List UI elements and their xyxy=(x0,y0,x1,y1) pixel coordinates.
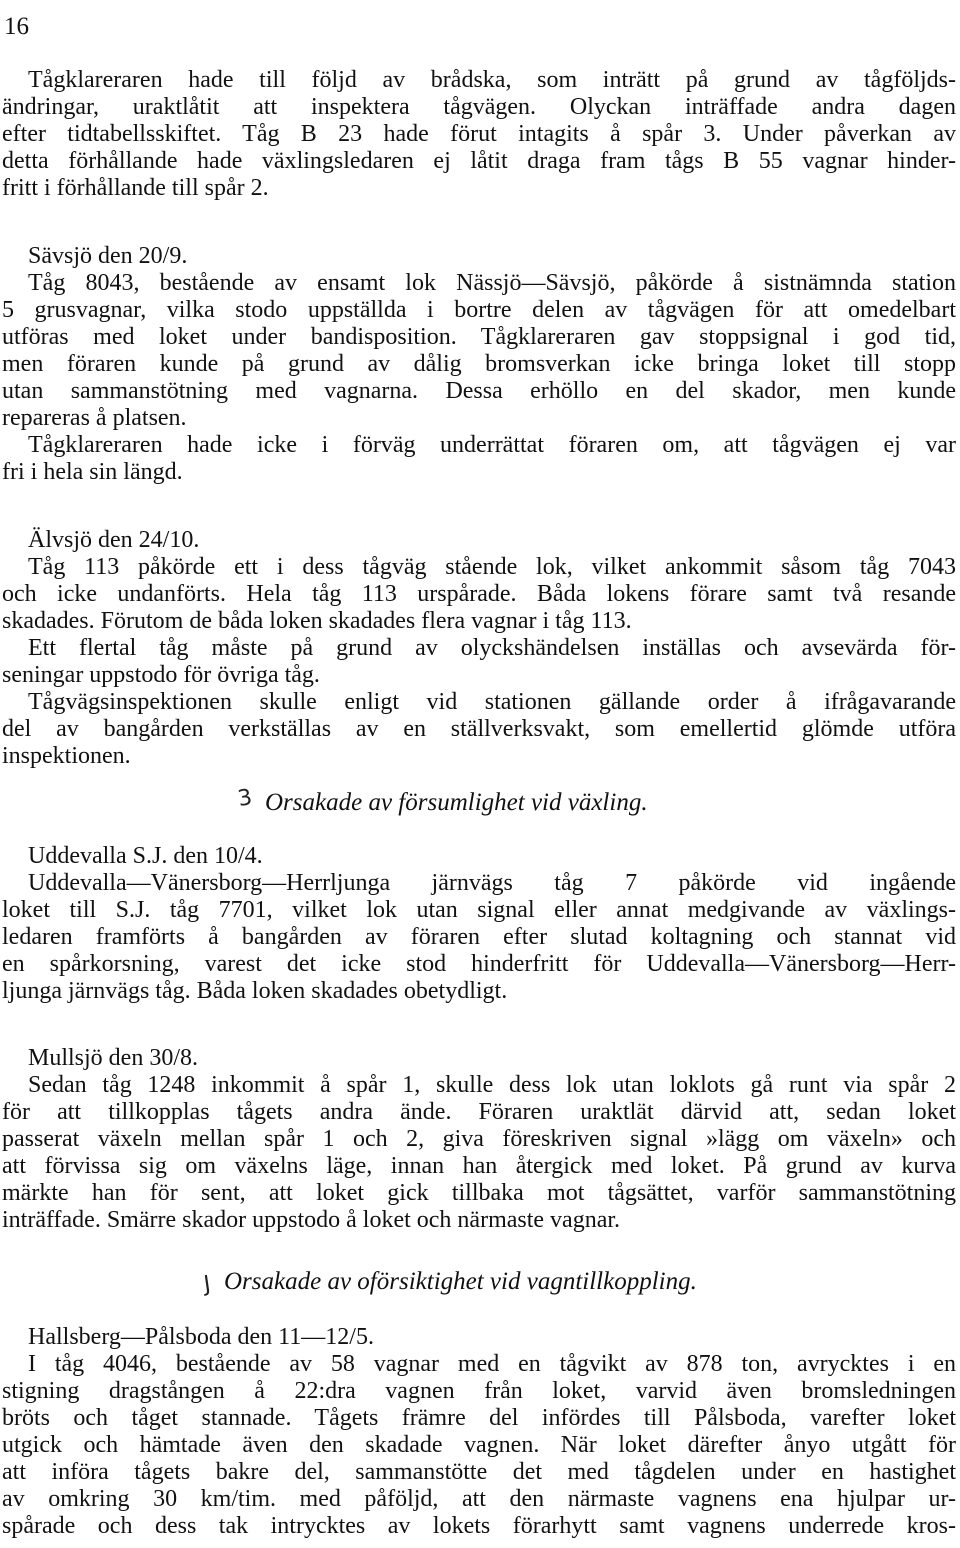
text-line: Tåg 113 påkörde ett i dess tågväg stående lok, vilket ankommit såsom tåg 7043 xyxy=(28,554,956,580)
text-line: inspektionen. xyxy=(2,743,131,769)
text-line: utföras med loket under bandisposition. Tågklareraren gav stoppsignal i god tid, xyxy=(2,324,956,350)
text-line: ändringar, uraktlåtit att inspektera tågvägen. Olyckan inträffade andra dagen xyxy=(2,94,956,120)
text-line: märkte han för sent, att loket gick tillbaka mot tågsättet, varför sammanstötning xyxy=(2,1180,956,1206)
text-line: skadades. Förutom de båda loken skadades flera vagnar i tåg 113. xyxy=(2,608,632,634)
text-line: ledaren framförts å bangården av föraren efter slutad koltagning och stannat vid xyxy=(2,924,956,950)
text-line: Tågklareraren hade icke i förväg underrättat föraren om, att tågvägen ej var xyxy=(28,432,956,458)
text-line: loket till S.J. tåg 7701, vilket lok utan signal eller annat medgivande av växlings- xyxy=(2,897,956,923)
text-line: Sedan tåg 1248 inkommit å spår 1, skulle dess lok utan loklots gå runt via spår 2 xyxy=(28,1072,956,1098)
text-line: för att tillkopplas tågets andra ände. Föraren uraktlät därvid att, sedan loket xyxy=(2,1099,956,1125)
text-line: seningar uppstodo för övriga tåg. xyxy=(2,662,320,688)
section-heading-vagntillkoppling: Orsakade av oförsiktighet vid vagntillkoppling. xyxy=(224,1268,697,1295)
text-line: Tågklareraren hade till följd av brådska, som inträtt på grund av tågföljds- xyxy=(28,67,956,93)
text-line: Tåg 8043, bestående av ensamt lok Nässjö—Sävsjö, påkörde å sistnämnda station xyxy=(28,270,956,296)
paragraph-alvsjo xyxy=(0,527,960,770)
text-line: en spårkorsning, varest det icke stod hinderfritt för Uddevalla—Vänersborg—Herr- xyxy=(2,951,956,977)
text-line: Sävsjö den 20/9. xyxy=(28,243,188,269)
paragraph-trailing-incident xyxy=(0,67,960,202)
section-heading-vaxling: Orsakade av försumlighet vid växling. xyxy=(265,789,648,816)
text-line: I tåg 4046, bestående av 58 vagnar med en tågvikt av 878 ton, avrycktes i en xyxy=(28,1351,956,1377)
text-line: inträffade. Smärre skador uppstodo å loket och närmaste vagnar. xyxy=(2,1207,621,1233)
text-line: att införa tågets bakre del, sammanstötte det med tågdelen under en hastighet xyxy=(2,1459,956,1485)
text-line: del av bangården verkställas av en ställverksvakt, som emellertid glömde utföra xyxy=(2,716,956,742)
text-line: Tågvägsinspektionen skulle enligt vid stationen gällande order å ifrågavarande xyxy=(28,689,956,715)
text-line: av omkring 30 km/tim. med påföljd, att den närmaste vagnens ena hjulpar ur- xyxy=(2,1486,956,1512)
text-line: utgick och hämtade även den skadade vagnen. När loket därefter ånyo utgått för xyxy=(2,1432,956,1458)
text-line: att förvissa sig om växelns läge, innan han återgick med loket. På grund av kurva xyxy=(2,1153,956,1179)
text-line: repareras å platsen. xyxy=(2,405,187,431)
text-line: Mullsjö den 30/8. xyxy=(28,1045,199,1071)
text-line: ljunga järnvägs tåg. Båda loken skadades obetydligt. xyxy=(2,978,508,1004)
paragraph-uddevalla xyxy=(0,843,960,1005)
text-line: och icke undanförts. Hela tåg 113 urspårade. Båda lokens förare samt två resande xyxy=(2,581,956,607)
text-line: 5 grusvagnar, vilka stodo uppställda i bortre delen av tågvägen för att omedelbart xyxy=(2,297,956,323)
text-line: passerat växeln mellan spår 1 och 2, giva föreskriven signal »lägg om växeln» och xyxy=(2,1126,956,1152)
paragraph-savsjo xyxy=(0,243,960,486)
margin-mark-3: 3 xyxy=(235,784,255,813)
paragraph-hallsberg xyxy=(0,1324,960,1540)
text-line: efter tidtabellsskiftet. Tåg B 23 hade förut intagits å spår 3. Under påverkan av xyxy=(2,121,956,147)
text-line: Ett flertal tåg måste på grund av olyckshändelsen inställas och avsevärda för- xyxy=(28,635,956,661)
paragraph-mullsjo xyxy=(0,1045,960,1234)
text-line: Uddevalla—Vänersborg—Herrljunga järnvägs tåg 7 påkörde vid ingående xyxy=(28,870,956,896)
text-line: stigning dragstången å 22:dra vagnen från loket, varvid även bromsledningen xyxy=(2,1378,956,1404)
text-line: bröts och tåget stannade. Tågets främre del infördes till Pålsboda, varefter loket xyxy=(2,1405,956,1431)
text-line: Älvsjö den 24/10. xyxy=(28,527,200,553)
page-number: 16 xyxy=(4,13,29,40)
text-line: detta förhållande hade växlingsledaren ej låtit draga fram tågs B 55 vagnar hinder- xyxy=(2,148,956,174)
text-line: Uddevalla S.J. den 10/4. xyxy=(28,843,263,869)
text-line: fri i hela sin längd. xyxy=(2,459,183,485)
text-line: spårade och dess tak intrycktes av lokets förarhytt samt vagnens underrede kros- xyxy=(2,1513,956,1539)
text-line: utan sammanstötning med vagnarna. Dessa erhöllo en del skador, men kunde xyxy=(2,378,956,404)
text-line: men föraren kunde på grund av dålig bromsverkan icke bringa loket till stopp xyxy=(2,351,956,377)
text-line: fritt i förhållande till spår 2. xyxy=(2,175,269,201)
text-line: Hallsberg—Pålsboda den 11—12/5. xyxy=(28,1324,374,1350)
margin-mark-j: J xyxy=(202,1271,213,1298)
